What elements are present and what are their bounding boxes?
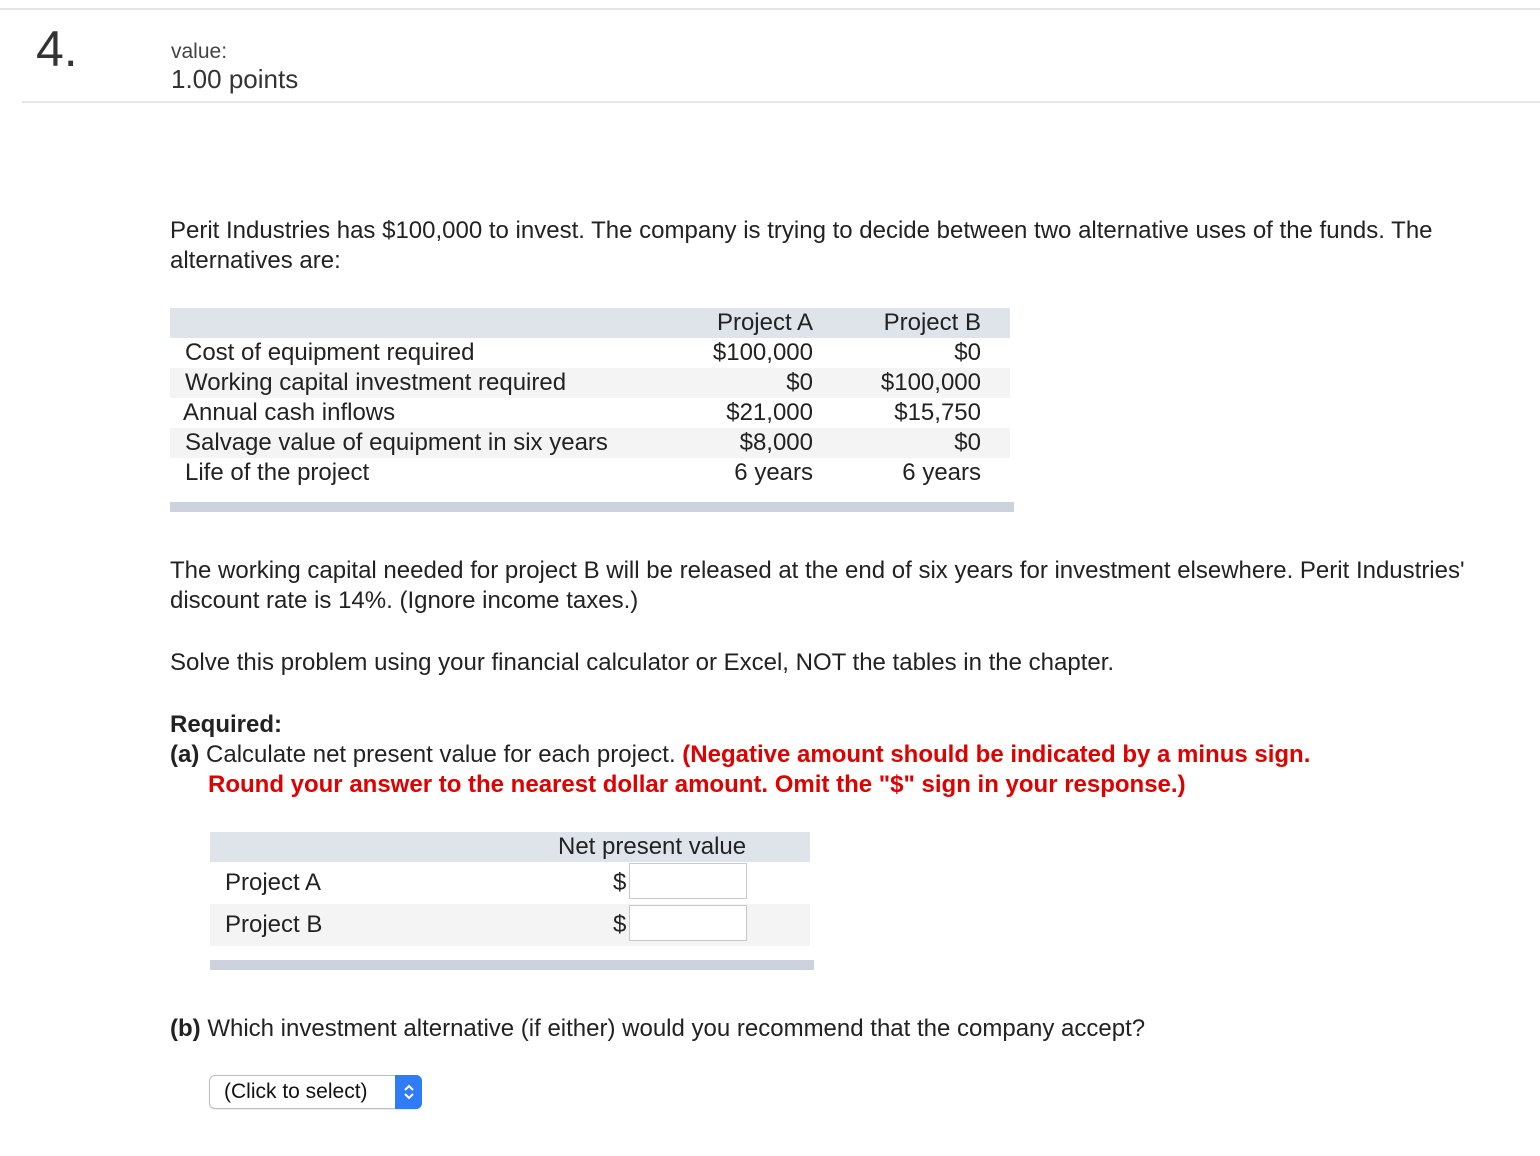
npv-answer-table (210, 832, 810, 946)
part-a-text: Calculate net present value for each project. (206, 741, 676, 768)
project-b-value: $0 (954, 429, 981, 456)
project-a-value: $21,000 (726, 399, 813, 426)
project-b-value: $15,750 (894, 399, 981, 426)
project-a-value: $8,000 (739, 429, 813, 456)
part-a-lead: (a) (170, 741, 200, 768)
project-b-value: $0 (954, 339, 981, 366)
project-a-value: $100,000 (712, 339, 813, 366)
row-label: Project B (225, 911, 323, 938)
row-label: Cost of equipment required (185, 339, 475, 366)
points-value: 1.00 points (171, 64, 299, 94)
header-project-b: Project B (883, 309, 981, 336)
row-label: Life of the project (185, 459, 370, 486)
part-b-question (170, 1014, 1145, 1044)
recommendation-select[interactable] (209, 1075, 422, 1109)
part-a-instruction-1: (Negative amount should be indicated by a minus sign. (682, 741, 1311, 768)
table-row (170, 458, 1010, 488)
value-label: value: (171, 40, 228, 63)
part-b-text: Which investment alternative (if either) would you recommend that the company accept? (207, 1015, 1146, 1042)
part-a-question (170, 740, 1470, 800)
answer-table-footer-bar (210, 960, 814, 970)
top-divider (0, 8, 1540, 10)
question-number: 4. (36, 21, 78, 77)
table-row (210, 904, 810, 946)
alternatives-table (170, 308, 1010, 488)
npv-project-b-input[interactable] (629, 905, 747, 941)
npv-header-row (210, 832, 810, 862)
working-capital-paragraph: The working capital needed for project B will be released at the end of six years for investment elsewhere. Perit Industries' discount rate is 14%. (Ignore income taxes.) (170, 557, 1465, 614)
npv-header: Net present value (558, 833, 747, 860)
select-value: (Click to select) (224, 1080, 368, 1103)
table-row (210, 862, 810, 904)
header-divider (22, 101, 1540, 103)
project-b-value: $100,000 (880, 369, 981, 396)
currency-symbol: $ (613, 869, 627, 896)
table-row (170, 338, 1010, 368)
part-a-instruction-2: Round your answer to the nearest dollar amount. Omit the "$" sign in your response.) (208, 771, 1186, 798)
part-b-lead: (b) (170, 1015, 201, 1042)
row-label: Working capital investment required (185, 369, 567, 396)
table-header-row (170, 308, 1010, 338)
row-label: Salvage value of equipment in six years (185, 429, 608, 456)
project-a-value: 6 years (734, 459, 813, 486)
required-heading: Required: (170, 711, 283, 738)
currency-symbol: $ (613, 911, 627, 938)
row-label: Project A (225, 869, 322, 896)
table-row (170, 368, 1010, 398)
table-row (170, 398, 1010, 428)
project-b-value: 6 years (902, 459, 981, 486)
solve-instruction: Solve this problem using your financial calculator or Excel, NOT the tables in the chapter. (170, 649, 1115, 676)
table-footer-bar (170, 502, 1014, 512)
npv-project-a-input[interactable] (629, 863, 747, 899)
project-a-value: $0 (786, 369, 813, 396)
chevron-up-down-icon[interactable] (395, 1075, 422, 1109)
intro-paragraph: Perit Industries has $100,000 to invest. The company is trying to decide between two alternative uses of the funds. The alternatives are: (170, 217, 1433, 274)
table-row (170, 428, 1010, 458)
header-project-a: Project A (716, 309, 813, 336)
row-label: Annual cash inflows (183, 399, 396, 426)
